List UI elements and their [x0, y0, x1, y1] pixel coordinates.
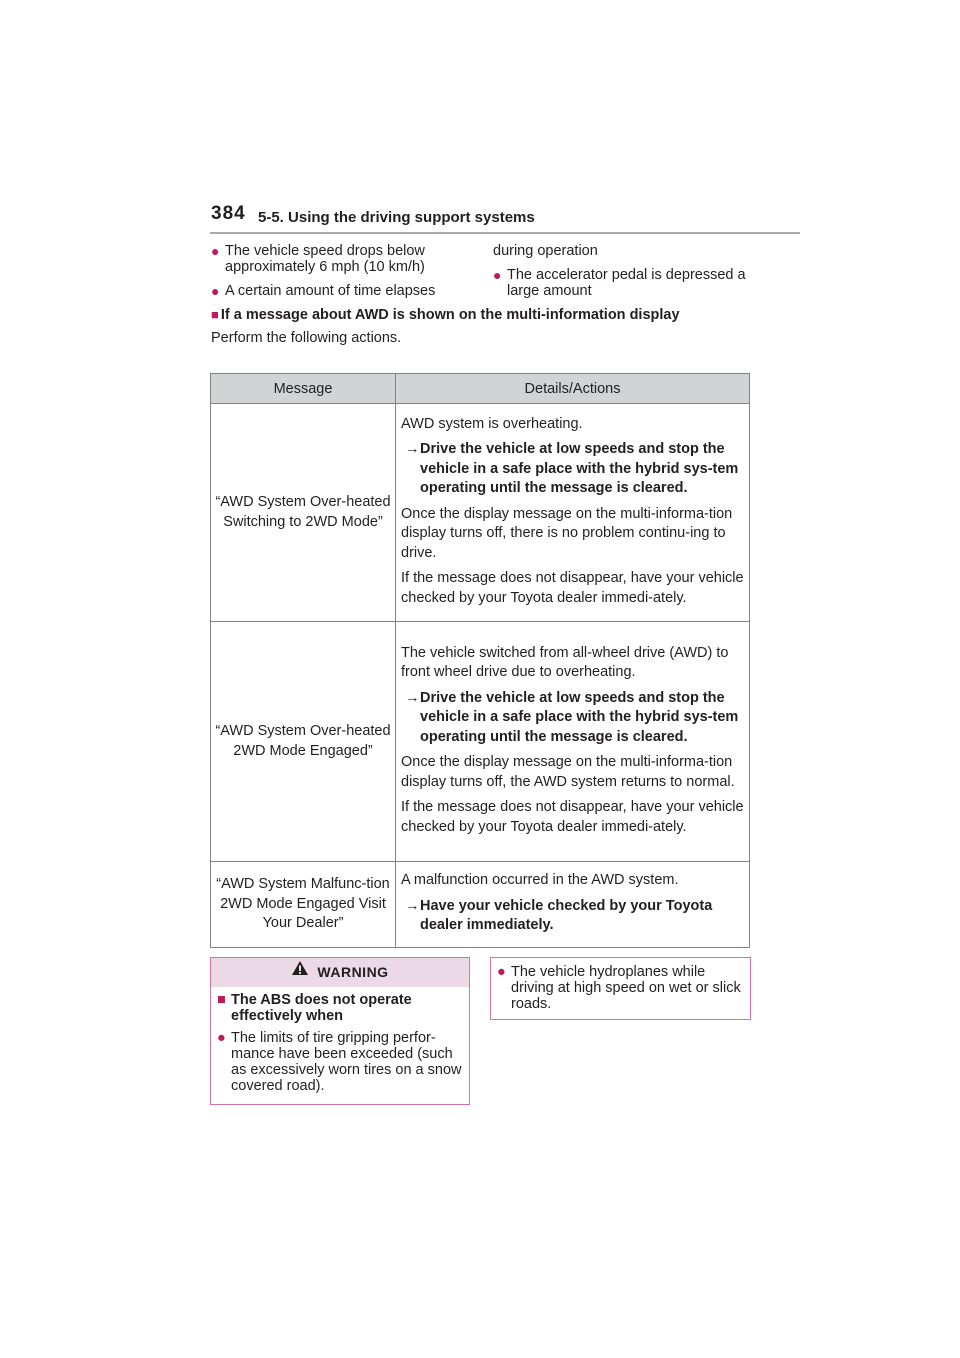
action-text: Drive the vehicle at low speeds and stop the vehicle in a safe place with the hybrid sys-tem operating until the message is cleared. — [420, 689, 739, 745]
action-text: Drive the vehicle at low speeds and stop the vehicle in a safe place with the hybrid sys-tem operating until the message is cleared. — [420, 441, 739, 497]
intro-text: Perform the following actions. — [211, 330, 402, 346]
bullet-icon: ● — [217, 1030, 226, 1046]
details-cell — [396, 862, 750, 948]
details-cell — [396, 622, 750, 862]
section-title: 5-5. Using the driving support systems — [258, 209, 535, 226]
condition-list-right — [493, 243, 753, 307]
table-row — [211, 862, 750, 948]
details-lead: AWD system is overheating. — [401, 415, 583, 432]
bullet-icon: ● — [211, 243, 220, 259]
warning-triangle-icon — [291, 957, 309, 986]
list-item-text: A certain amount of time elapses — [225, 283, 436, 299]
message-cell: “AWD System Over-heated 2WD Mode Engaged” — [211, 622, 396, 862]
list-item — [497, 964, 744, 1012]
message-table — [210, 373, 750, 948]
message-cell: “AWD System Malfunc-tion 2WD Mode Engaged Visit Your Dealer” — [211, 862, 396, 948]
column-header-details: Details/Actions — [396, 374, 750, 404]
column-header-message: Message — [211, 374, 396, 404]
list-item — [493, 267, 753, 299]
list-item — [211, 283, 471, 299]
table-header-row — [211, 374, 750, 404]
arrow-right-icon: → — [405, 441, 420, 458]
action-instruction — [401, 689, 744, 748]
square-bullet-icon: ■ — [211, 307, 219, 322]
action-instruction — [401, 440, 744, 499]
details-note: Once the display message on the multi-informa-tion display turns off, there is no problem continu-ing to drive. — [401, 505, 733, 561]
list-item — [211, 243, 471, 275]
warning-header — [211, 958, 469, 987]
table-row — [211, 622, 750, 862]
warning-box-continuation — [490, 957, 751, 1020]
details-note: If the message does not disappear, have your vehicle checked by your Toyota dealer immedi-ately. — [401, 799, 744, 835]
details-note: If the message does not disappear, have your vehicle checked by your Toyota dealer immedi-ately. — [401, 570, 744, 606]
header-divider — [210, 232, 800, 234]
condition-list-left — [211, 243, 471, 307]
warning-box — [210, 957, 470, 1105]
bullet-icon: ● — [211, 283, 220, 299]
warning-title: WARNING — [317, 964, 389, 980]
list-item-text: The vehicle hydroplanes while driving at high speed on wet or slick roads. — [511, 964, 741, 1012]
list-item — [217, 1030, 463, 1094]
warning-body — [211, 987, 469, 1094]
table-row — [211, 404, 750, 622]
details-note: Once the display message on the multi-informa-tion display turns off, the AWD system returns to normal. — [401, 754, 735, 790]
bullet-icon: ● — [493, 267, 502, 283]
list-item-text: during operation — [493, 243, 598, 259]
warning-heading-text: The ABS does not operate effectively when — [231, 992, 412, 1024]
details-cell — [396, 404, 750, 622]
message-cell: “AWD System Over-heated Switching to 2WD Mode” — [211, 404, 396, 622]
arrow-right-icon: → — [405, 689, 420, 706]
warning-body — [491, 958, 750, 1012]
details-lead: The vehicle switched from all-wheel drive (AWD) to front wheel drive due to overheating. — [401, 644, 729, 681]
details-lead: A malfunction occurred in the AWD system. — [401, 872, 679, 889]
bullet-icon: ● — [497, 964, 506, 980]
arrow-right-icon: → — [405, 897, 420, 914]
list-item-text: The vehicle speed drops below approximately 6 mph (10 km/h) — [225, 243, 425, 275]
subheading — [211, 307, 680, 323]
subheading-text: If a message about AWD is shown on the multi-information display — [220, 307, 680, 323]
list-item-text: The limits of tire gripping perfor-mance have been exceeded (such as excessively worn tires on a snow covered road). — [231, 1030, 462, 1094]
square-bullet-icon: ■ — [217, 992, 226, 1008]
list-item-text: The accelerator pedal is depressed a large amount — [507, 267, 746, 299]
page-number: 384 — [211, 203, 246, 224]
list-item-continuation — [493, 243, 753, 259]
warning-heading — [217, 992, 463, 1024]
action-instruction — [401, 897, 744, 936]
action-text: Have your vehicle checked by your Toyota dealer immediately. — [420, 897, 713, 934]
